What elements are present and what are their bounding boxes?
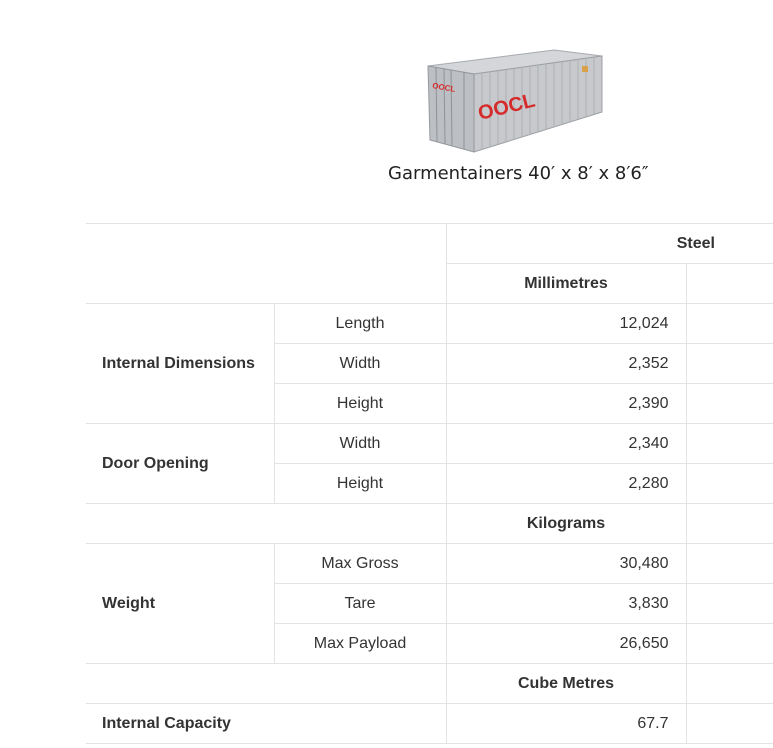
unit-header-millimetres: Millimetres (446, 264, 686, 304)
row-value: 2,390 (446, 384, 686, 424)
table-row (86, 224, 773, 264)
row-label: Width (274, 424, 446, 464)
table-row (86, 424, 773, 464)
product-title: Garmentainers 40′ x 8′ x 8′6″ (388, 163, 649, 184)
row-label: Max Gross (274, 544, 446, 584)
material-header: Steel (446, 224, 773, 264)
unit-header-kilograms: Kilograms (446, 504, 686, 544)
table-row (86, 704, 773, 744)
table-row (86, 544, 773, 584)
row-label: Max Payload (274, 624, 446, 664)
row-label: Height (274, 464, 446, 504)
row-value: 30,480 (446, 544, 686, 584)
table-row (86, 304, 773, 344)
table-row (86, 664, 773, 704)
unit-header-cube-metres: Cube Metres (446, 664, 686, 704)
row-label: Width (274, 344, 446, 384)
row-value: 2,340 (446, 424, 686, 464)
group-label-weight: Weight (86, 544, 274, 664)
svg-text:OOCL: OOCL (431, 81, 456, 94)
shipping-container-image (424, 44, 604, 156)
row-value: 12,024 (446, 304, 686, 344)
product-header (0, 0, 773, 200)
row-value: 26,650 (446, 624, 686, 664)
row-value: 2,352 (446, 344, 686, 384)
row-label: Tare (274, 584, 446, 624)
row-value: 3,830 (446, 584, 686, 624)
svg-text:OOCL: OOCL (475, 89, 538, 125)
group-label-internal-dimensions: Internal Dimensions (86, 304, 274, 424)
row-value: 67.7 (446, 704, 686, 744)
group-label-door-opening: Door Opening (86, 424, 274, 504)
row-label: Length (274, 304, 446, 344)
row-label: Height (274, 384, 446, 424)
row-value: 2,280 (446, 464, 686, 504)
specifications-table (86, 223, 773, 744)
table-row (86, 504, 773, 544)
table-row (86, 264, 773, 304)
group-label-internal-capacity: Internal Capacity (86, 704, 446, 744)
